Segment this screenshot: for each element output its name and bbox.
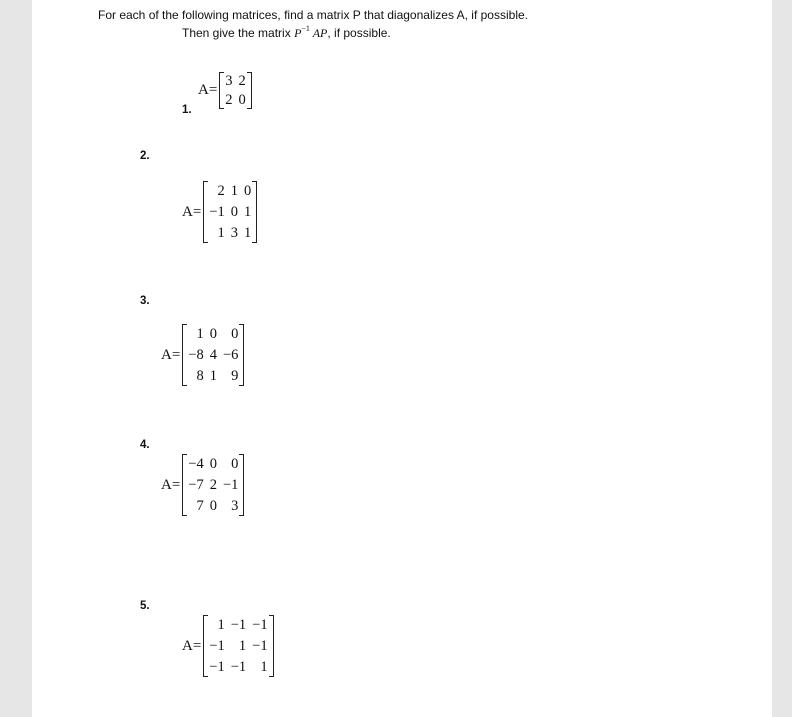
matrix-brackets bbox=[182, 324, 244, 386]
matrix-cell: 1 bbox=[238, 638, 247, 654]
bracket-tick bbox=[252, 181, 257, 182]
p-symbol: P bbox=[294, 26, 302, 40]
matrix-cell: 0 bbox=[209, 498, 217, 514]
matrix-label: A= bbox=[182, 637, 202, 654]
matrix-cell: −1 bbox=[209, 638, 225, 654]
matrix-brackets bbox=[203, 181, 257, 243]
bracket-tick bbox=[269, 615, 274, 616]
bracket-tick bbox=[269, 676, 274, 677]
bracket-tick bbox=[182, 454, 187, 455]
matrix-label: A= bbox=[161, 476, 181, 493]
matrix-cell: 0 bbox=[238, 92, 246, 108]
bracket-tick bbox=[203, 242, 208, 243]
matrix-cell: 0 bbox=[209, 456, 217, 472]
matrix-label: A= bbox=[182, 203, 202, 220]
matrix-cell: −4 bbox=[188, 456, 204, 472]
matrix-4 bbox=[161, 454, 244, 516]
matrix-cell: 3 bbox=[225, 73, 233, 89]
matrix-cell: −1 bbox=[209, 659, 225, 675]
instruction-line-1: For each of the following matrices, find a matrix P that diagonalizes A, if possible. bbox=[98, 8, 528, 22]
matrix-cell: −1 bbox=[252, 617, 268, 633]
bracket-tick bbox=[203, 615, 208, 616]
matrix-cell: −6 bbox=[222, 347, 239, 363]
matrix-cell: 2 bbox=[217, 183, 225, 199]
bracket-tick bbox=[219, 108, 224, 109]
matrix-cell: 8 bbox=[196, 368, 204, 384]
matrix-cell: 0 bbox=[230, 204, 238, 220]
matrix-brackets bbox=[182, 454, 244, 516]
matrix-cell: 1 bbox=[230, 183, 238, 199]
matrix-brackets bbox=[219, 72, 252, 109]
matrix-cell: 4 bbox=[209, 347, 217, 363]
bracket-tick bbox=[182, 385, 187, 386]
bracket-tick bbox=[247, 108, 252, 109]
matrix-cell: 1 bbox=[243, 225, 252, 241]
matrix-cell: −1 bbox=[222, 477, 239, 493]
bracket-tick bbox=[239, 515, 244, 516]
problem-number-5: 5. bbox=[140, 600, 150, 612]
instruction-prefix: Then give the matrix bbox=[182, 26, 295, 40]
matrix-cell: 2 bbox=[209, 477, 217, 493]
matrix-cell: 2 bbox=[225, 92, 233, 108]
matrix-cell: −1 bbox=[230, 617, 247, 633]
matrix-3 bbox=[161, 324, 244, 386]
matrix-label: A= bbox=[161, 346, 181, 363]
bracket-tick bbox=[219, 72, 224, 73]
instruction-line-2 bbox=[182, 24, 391, 41]
matrix-label: A= bbox=[198, 82, 218, 98]
bracket-tick bbox=[182, 324, 187, 325]
ap-symbol: AP bbox=[309, 26, 328, 40]
matrix-cell: −7 bbox=[188, 477, 204, 493]
bracket-tick bbox=[239, 454, 244, 455]
matrix-5 bbox=[182, 615, 274, 677]
matrix-cell: 1 bbox=[217, 617, 225, 633]
instruction-suffix: , if possible. bbox=[327, 26, 391, 40]
matrix-cell: −1 bbox=[209, 204, 225, 220]
matrix-cell: 3 bbox=[231, 498, 239, 514]
matrix-cell: −1 bbox=[252, 638, 268, 654]
matrix-cell: 1 bbox=[209, 368, 217, 384]
matrix-1 bbox=[198, 72, 252, 109]
matrix-cell: 9 bbox=[231, 368, 239, 384]
matrix-cell: 1 bbox=[196, 326, 204, 342]
bracket-tick bbox=[239, 324, 244, 325]
matrix-cell: 0 bbox=[231, 326, 239, 342]
matrix-cell: 1 bbox=[243, 204, 252, 220]
matrix-2 bbox=[182, 181, 257, 243]
matrix-cell: −8 bbox=[188, 347, 204, 363]
matrix-cell: 0 bbox=[243, 183, 252, 199]
bracket-tick bbox=[252, 242, 257, 243]
bracket-tick bbox=[182, 515, 187, 516]
matrix-cell: 3 bbox=[230, 225, 238, 241]
bracket-tick bbox=[247, 72, 252, 73]
matrix-cell: 2 bbox=[238, 73, 246, 89]
matrix-cell: 7 bbox=[196, 498, 204, 514]
problem-number-4: 4. bbox=[140, 439, 150, 451]
bracket-tick bbox=[239, 385, 244, 386]
matrix-cell: 0 bbox=[209, 326, 217, 342]
inverse-superscript: −1 bbox=[301, 24, 310, 33]
matrix-cell: 0 bbox=[231, 456, 239, 472]
problem-number-3: 3. bbox=[140, 295, 150, 307]
bracket-tick bbox=[203, 676, 208, 677]
matrix-cell: 1 bbox=[260, 659, 268, 675]
matrix-cell: 1 bbox=[217, 225, 225, 241]
problem-number-1: 1. bbox=[182, 104, 192, 116]
problem-number-2: 2. bbox=[140, 150, 150, 162]
matrix-cell: −1 bbox=[230, 659, 247, 675]
bracket-tick bbox=[203, 181, 208, 182]
matrix-brackets bbox=[203, 615, 273, 677]
